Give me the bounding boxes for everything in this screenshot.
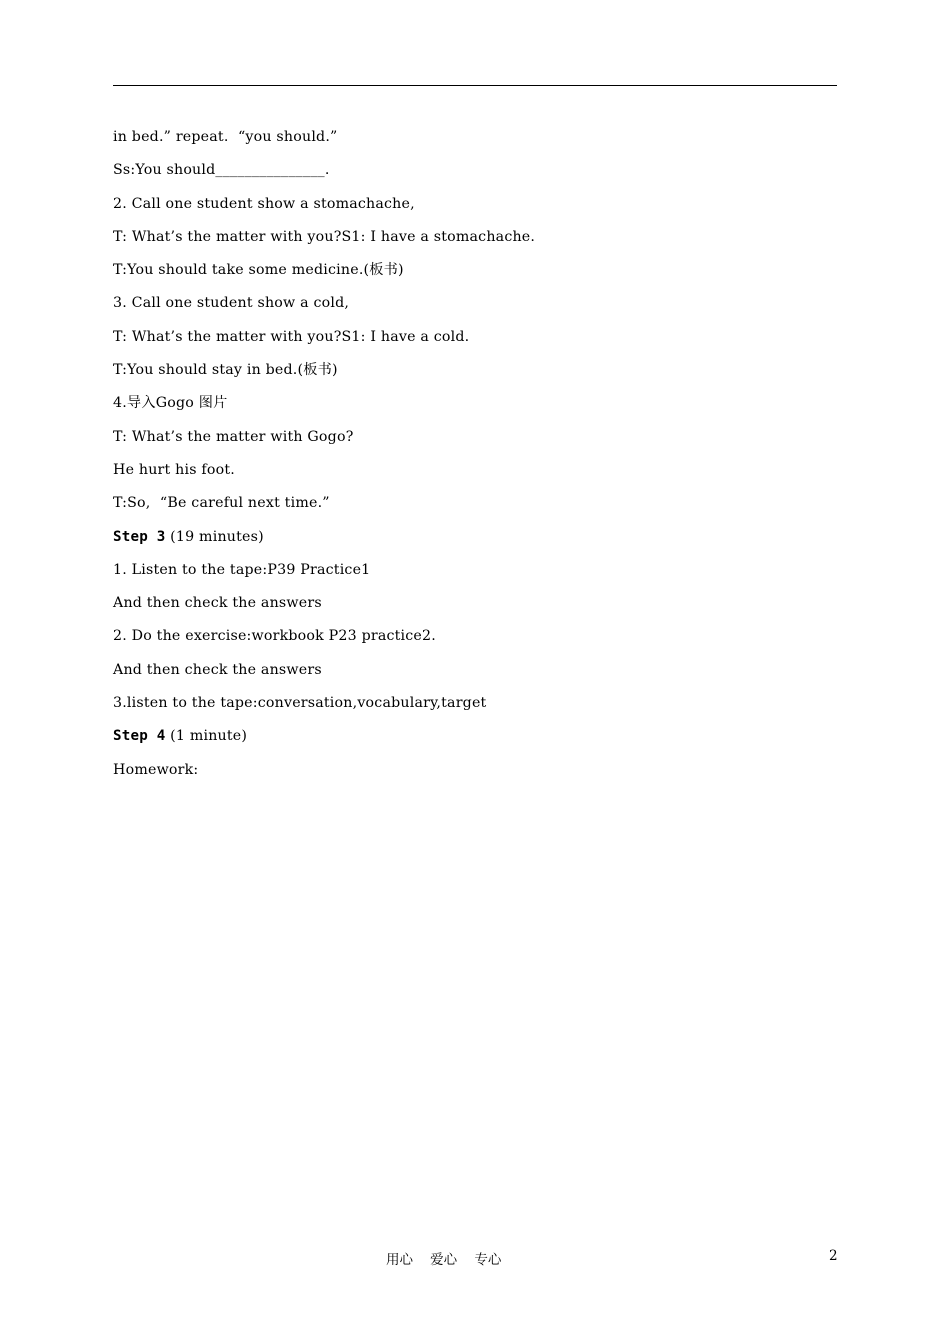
document-body xyxy=(113,124,837,790)
text-line: Homework: xyxy=(113,761,199,778)
text-line: 2. Call one student show a stomachache, xyxy=(113,195,415,212)
page-footer xyxy=(0,1248,950,1268)
text-line: T: What’s the matter with Gogo? xyxy=(113,428,354,445)
text-line: 2. Do the exercise:workbook P23 practice2. xyxy=(113,628,436,645)
text-line: And then check the answers xyxy=(113,661,322,678)
text-line: 3. Call one student show a cold, xyxy=(113,295,350,312)
text-line: 3.listen to the tape:conversation,vocabulary,target xyxy=(113,695,487,712)
header-rule xyxy=(113,85,837,86)
step-4-detail: (1 minute) xyxy=(165,728,248,745)
step-3-detail: (19 minutes) xyxy=(165,528,264,545)
step-3-label: Step 3 xyxy=(113,528,166,545)
text-line: T:So, “Be careful next time.” xyxy=(113,495,330,512)
text-line: T: What’s the matter with you?S1: I have a cold. xyxy=(113,328,470,345)
text-line: 1. Listen to the tape:P39 Practice1 xyxy=(113,561,371,578)
text-line: He hurt his foot. xyxy=(113,461,235,478)
text-line: 4.导入Gogo 图片 xyxy=(113,395,228,412)
text-line: T:You should take some medicine.(板书) xyxy=(113,262,404,279)
text-line: And then check the answers xyxy=(113,595,322,612)
step-3-heading xyxy=(113,524,837,557)
text-line: T: What’s the matter with you?S1: I have a stomachache. xyxy=(113,228,536,245)
step-4-heading xyxy=(113,723,837,756)
text-line: T:You should stay in bed.(板书) xyxy=(113,362,338,379)
page-number: 2 xyxy=(829,1248,838,1264)
step-4-label: Step 4 xyxy=(113,728,166,745)
text-line: in bed.” repeat. “you should.” xyxy=(113,129,338,145)
footer-motto: 用心 爱心 专心 xyxy=(386,1252,502,1268)
text-line: Ss:You should_______________. xyxy=(113,162,330,179)
